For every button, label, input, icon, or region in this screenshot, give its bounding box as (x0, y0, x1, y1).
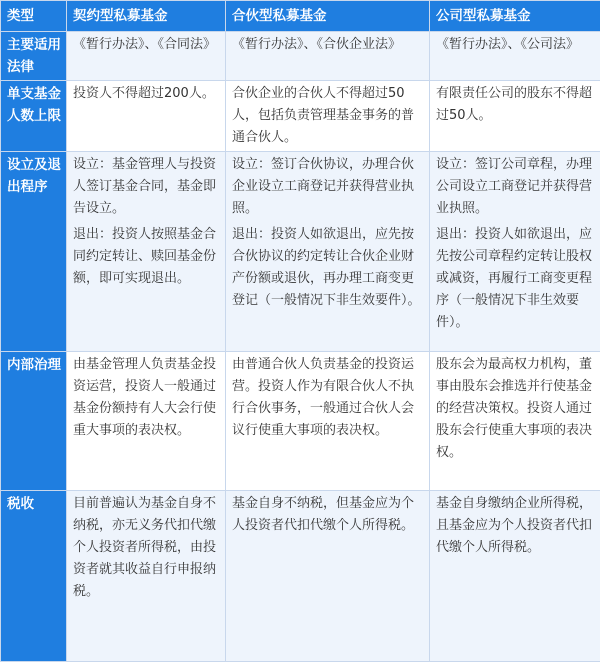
cell-text-setup: 设立：签订公司章程，办理公司设立工商登记并获得营业执照。 (436, 154, 595, 220)
cell-corporate-limit (430, 81, 600, 152)
header-contract-fund: 契约型私募基金 (67, 1, 226, 32)
header-type: 类型 (1, 1, 67, 32)
cell-text-exit: 退出：投资人按照基金合同约定转让、赎回基金份额，即可实现退出。 (73, 224, 220, 290)
header-corporate-fund: 公司型私募基金 (430, 1, 600, 32)
cell-text: 合伙企业的合伙人不得超过50人，包括负责管理基金事务的普通合伙人。 (232, 83, 424, 149)
table-row (1, 352, 600, 491)
cell-contract-law (67, 32, 226, 81)
cell-text: 《暂行办法》、《合同法》 (73, 34, 220, 56)
cell-corporate-tax (430, 491, 600, 662)
cell-text: 基金自身缴纳企业所得税，且基金应为个人投资者代扣代缴个人所得税。 (436, 493, 595, 559)
cell-text: 目前普遍认为基金自身不纳税，亦无义务代扣代缴个人投资者所得税，由投资者就其收益自行申报纳税。 (73, 493, 220, 603)
cell-partnership-law (226, 32, 430, 81)
cell-partnership-limit (226, 81, 430, 152)
cell-text: 基金自身不纳税，但基金应为个人投资者代扣代缴个人所得税。 (232, 493, 424, 537)
cell-contract-tax (67, 491, 226, 662)
cell-contract-limit (67, 81, 226, 152)
cell-text: 投资人不得超过200人。 (73, 83, 220, 105)
row-label-setup-exit: 设立及退出程序 (1, 152, 67, 352)
cell-text: 《暂行办法》、《合伙企业法》 (232, 34, 424, 56)
table-row (1, 491, 600, 662)
cell-contract-procedure (67, 152, 226, 352)
cell-text: 有限责任公司的股东不得超过50人。 (436, 83, 595, 127)
cell-text: 由基金管理人负责基金投资运营，投资人一般通过基金份额持有人大会行使重大事项的表决权。 (73, 354, 220, 442)
table-row (1, 32, 600, 81)
row-label-applicable-law: 主要适用法律 (1, 32, 67, 81)
cell-corporate-law (430, 32, 600, 81)
row-label-tax: 税收 (1, 491, 67, 662)
header-partnership-fund: 合伙型私募基金 (226, 1, 430, 32)
cell-text-exit: 退出：投资人如欲退出，应先按公司章程约定转让股权或减资，再履行工商变更程序（一般情况下非生效要件）。 (436, 224, 595, 334)
row-label-investor-limit: 单支基金人数上限 (1, 81, 67, 152)
cell-corporate-governance (430, 352, 600, 491)
cell-text-setup: 设立：签订合伙协议，办理合伙企业设立工商登记并获得营业执照。 (232, 154, 424, 220)
table-row (1, 152, 600, 352)
cell-contract-governance (67, 352, 226, 491)
cell-text-setup: 设立：基金管理人与投资人签订基金合同，基金即告设立。 (73, 154, 220, 220)
cell-partnership-tax (226, 491, 430, 662)
table-header-row (1, 1, 600, 32)
cell-text: 《暂行办法》、《公司法》 (436, 34, 595, 56)
row-label-governance: 内部治理 (1, 352, 67, 491)
table-row (1, 81, 600, 152)
cell-partnership-governance (226, 352, 430, 491)
cell-text-exit: 退出：投资人如欲退出，应先按合伙协议的约定转让合伙企业财产份额或退伙，再办理工商变更登记（一般情况下非生效要件）。 (232, 224, 424, 312)
cell-text: 股东会为最高权力机构，董事由股东会推选并行使基金的经营决策权。投资人通过股东会行使重大事项的表决权。 (436, 354, 595, 464)
cell-text: 由普通合伙人负责基金的投资运营。投资人作为有限合伙人不执行合伙事务，一般通过合伙人会议行使重大事项的表决权。 (232, 354, 424, 442)
cell-partnership-procedure (226, 152, 430, 352)
cell-corporate-procedure (430, 152, 600, 352)
